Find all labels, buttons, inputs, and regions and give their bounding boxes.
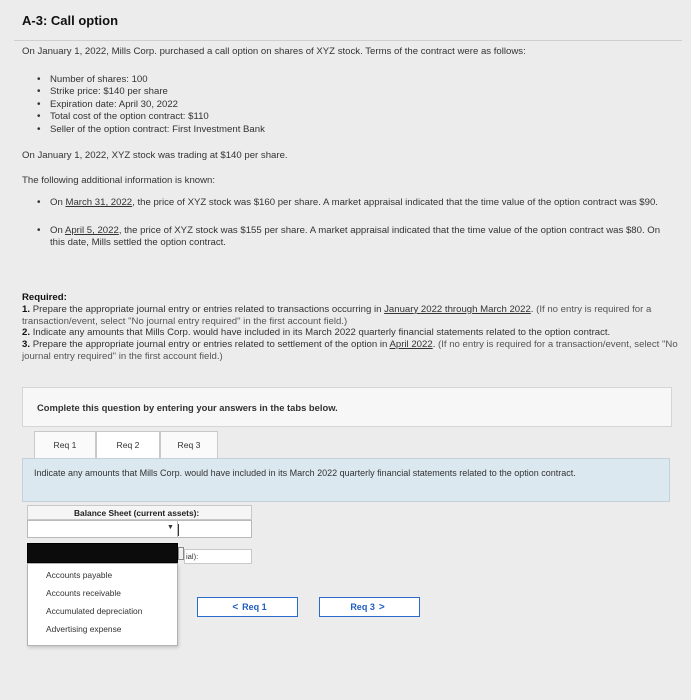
requirement-1: 1. Prepare the appropriate journal entry or entries related to transactions occurring in January 2022 through March 2022. (If no entry is required for a transaction/event, select "No journal entry required" in the first account field.) (22, 303, 652, 327)
tab-req-2[interactable]: Req 2 (96, 431, 160, 459)
chevron-down-icon[interactable]: ▼ (167, 524, 174, 531)
list-item: • On April 5, 2022, the price of XYZ stock was $155 per share. A market appraisal indicated that the time value of the option contract was $80. On this date, Mills settled the option contract. (37, 225, 677, 249)
panel-text: Indicate any amounts that Mills Corp. would have included in its March 2022 quarterly financial statements related to the option contract. (34, 468, 576, 478)
text-cursor (178, 524, 179, 536)
instructions-box (22, 387, 672, 427)
list-item: • Strike price: $140 per share (37, 86, 265, 98)
dropdown-option[interactable]: Accumulated depreciation (46, 606, 143, 616)
next-req-button[interactable]: Req 3 > (319, 597, 420, 617)
balance-sheet-header: Balance Sheet (current assets): (27, 505, 252, 520)
req-2-instruction-panel (22, 458, 670, 502)
page-title: A-3: Call option (22, 13, 119, 28)
account-select[interactable] (27, 520, 178, 538)
dropdown-option[interactable]: Accounts payable (46, 570, 113, 580)
amount-input[interactable] (178, 520, 252, 538)
list-item: • Total cost of the option contract: $110 (37, 111, 265, 123)
list-item: • Number of shares: 100 (37, 74, 265, 86)
chevron-left-icon: < (232, 601, 239, 613)
requirement-3: 3. Prepare the appropriate journal entry or entries related to settlement of the option in April 2022. (If no entry is required for a transaction/event, select "No journal entry required" in the first account field.) (22, 339, 678, 362)
tab-req-1[interactable]: Req 1 (34, 431, 96, 459)
title-divider (14, 40, 682, 41)
date-link: April 5, 2022 (64, 225, 119, 236)
account-dropdown-list[interactable] (27, 563, 178, 646)
partial-label: ial): (184, 549, 252, 564)
trading-note: On January 1, 2022, XYZ stock was trading at $140 per share. (22, 150, 288, 161)
prev-req-button[interactable]: < Req 1 (197, 597, 298, 617)
list-item: • On March 31, 2022, the price of XYZ stock was $160 per share. A market appraisal indicated that the time value of the option contract was $90. (37, 197, 677, 209)
list-item: • Expiration date: April 30, 2022 (37, 99, 265, 111)
date-link: March 31, 2022 (65, 197, 133, 208)
additional-info-list (37, 197, 677, 265)
account-dropdown-select[interactable] (27, 543, 178, 563)
requirement-2: 2. Indicate any amounts that Mills Corp. would have included in its March 2022 quarterly financial statements related to the option contract. (22, 327, 611, 339)
known-heading: The following additional information is known: (22, 175, 216, 186)
chevron-right-icon: > (378, 601, 385, 613)
dropdown-option[interactable]: Advertising expense (46, 624, 122, 634)
intro-text: On January 1, 2022, Mills Corp. purchased a call option on shares of XYZ stock. Terms of the contract were as follows: (22, 46, 526, 57)
required-section (22, 292, 684, 363)
instructions-text: Complete this question by entering your answers in the tabs below. (37, 402, 338, 413)
contract-terms-list (37, 74, 265, 136)
list-item: • Seller of the option contract: First Investment Bank (37, 124, 265, 136)
tab-req-3[interactable]: Req 3 (160, 431, 218, 459)
dropdown-option[interactable]: Accounts receivable (46, 588, 121, 598)
required-heading: Required: (22, 292, 67, 303)
